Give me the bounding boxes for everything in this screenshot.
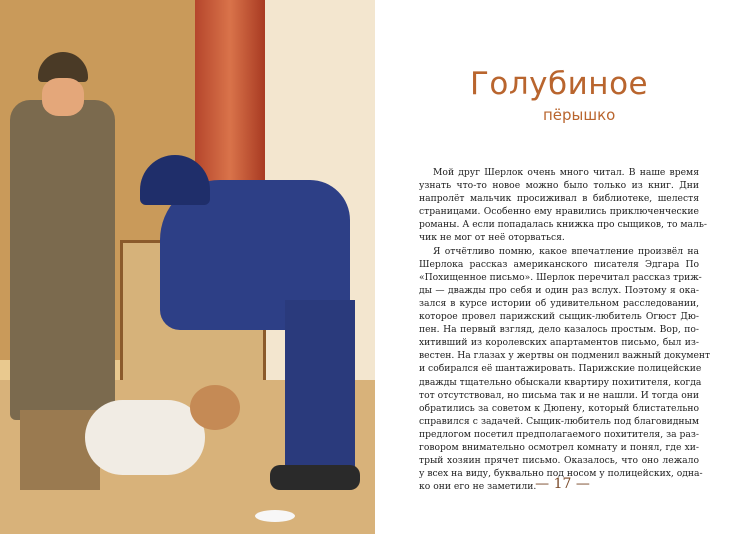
text-line: дважды тщательно обыскали квартиру похитителя, когда bbox=[419, 376, 702, 388]
text-line: тот отсутствовал, но письма так и не нашли. И тогда они bbox=[419, 389, 699, 401]
dog-head bbox=[190, 385, 240, 430]
dog bbox=[85, 400, 205, 475]
chapter-subtitle: пёрышко bbox=[543, 106, 616, 124]
text-line: хитивший из королевских апартаментов письмо, был из- bbox=[419, 337, 699, 349]
policeman-coat bbox=[285, 300, 355, 470]
text-line: вестен. На глазах у жертвы он подменил важный документ bbox=[419, 350, 711, 362]
text-line: Шерлока рассказ американского писателя Эдгара По bbox=[419, 258, 699, 270]
text-line: у всех на виду, буквально под носом у полицейских, одна- bbox=[419, 468, 703, 480]
policeman-boots bbox=[270, 465, 360, 490]
text-line: напролёт мальчик просиживал в библиотеке, шелестя bbox=[419, 193, 699, 205]
text-line: справился с задачей. Сыщик-любитель под благовидным bbox=[419, 415, 699, 427]
chapter-title: Голубиное bbox=[470, 66, 649, 102]
text-line: узнать что-то новое можно было только из книг. Дни bbox=[419, 180, 699, 192]
text-line: предлогом посетил предполагаемого похитителя, за раз- bbox=[419, 428, 699, 440]
text-page bbox=[375, 0, 750, 534]
text-line: ды — дважды про себя и один раз вслух. Поэтому я ока- bbox=[419, 284, 699, 296]
text-line: трый хозяин прячет письмо. Оказалось, что оно лежало bbox=[419, 455, 699, 467]
text-line: «Похищенное письмо». Шерлок перечитал рассказ триж- bbox=[419, 271, 702, 283]
text-line: страницами. Особенно ему нравились приключенческие bbox=[419, 206, 699, 218]
text-line: и собирался её шантажировать. Парижские полицейские bbox=[419, 363, 702, 375]
text-line: пен. На первый взгляд, дело казалось простым. Вор, по- bbox=[419, 324, 699, 336]
text-line: Я отчётливо помню, какое впечатление произвёл на bbox=[433, 245, 699, 257]
text-line: романы. А если попадалась книжка про сыщиков, то маль- bbox=[419, 219, 707, 231]
text-line: чик не мог от неё оторваться. bbox=[419, 232, 565, 244]
feather bbox=[255, 510, 295, 522]
text-line: зался в курсе истории об удивительном расследовании, bbox=[419, 297, 699, 309]
man-in-bowler-coat bbox=[10, 100, 115, 420]
text-line: которое провел парижский сыщик-любитель Огюст Дю- bbox=[419, 311, 699, 323]
text-line: говором внимательно осмотрел комнату и понял, где хи- bbox=[419, 441, 699, 453]
page-number: — 17 — bbox=[535, 476, 590, 492]
text-line: ко они его не заметили. bbox=[419, 481, 537, 493]
text-line: Мой друг Шерлок очень много читал. В наше время bbox=[433, 167, 699, 178]
text-line: обратились за советом к Дюпену, который блистательно bbox=[419, 402, 699, 414]
body-text bbox=[419, 166, 711, 493]
man-face bbox=[42, 78, 84, 116]
